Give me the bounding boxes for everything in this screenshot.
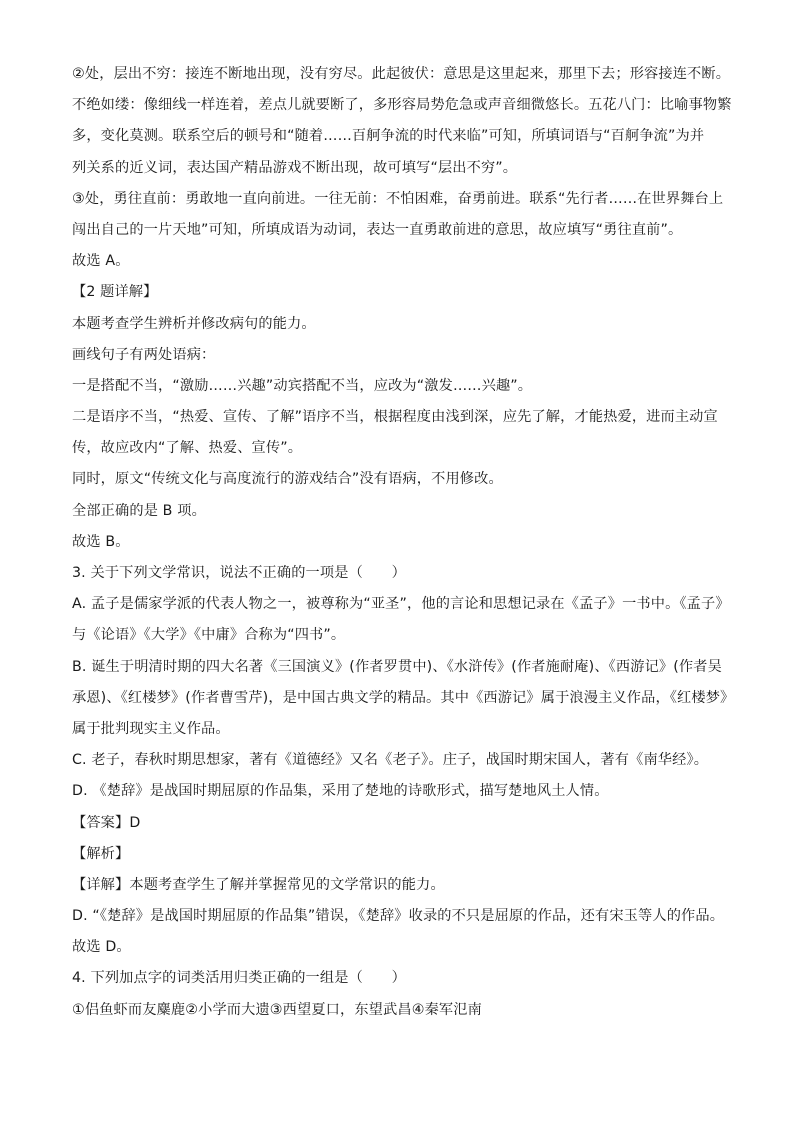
answer-choice-line: 故选 A。 (72, 253, 130, 270)
document-body (72, 64, 735, 1031)
option-c: C. 老子，春秋时期思想家，著有《道德经》又名《老子》。庄子，战国时期宋国人，著有《南华经》。 (72, 752, 709, 769)
question-4-items: ①侣鱼虾而友麋鹿②小学而大遗③西望夏口，东望武昌④秦军氾南 (72, 1001, 482, 1018)
detail-line-1: 【详解】本题考查学生了解并掌握常见的文学常识的能力。 (72, 876, 445, 893)
text-line-5: ③处，勇往直前：勇敢地一直向前进。一往无前：不怕困难，奋勇前进。联系“先行者……在世界舞台上 (72, 190, 724, 207)
text-line-13: 传，故应改内“了解、热爱、宣传”。 (72, 440, 303, 457)
option-d: D. 《楚辞》是战国时期屈原的作品集，采用了楚地的诗歌形式，描写楚地风土人情。 (72, 783, 609, 800)
text-line-3: 多，变化莫测。联系空后的顿号和“随着……百舸争流的时代来临”可知，所填词语与“百舸争流”为并 (72, 128, 705, 145)
option-b-line-3: 属于批判现实主义作品。 (72, 720, 230, 737)
text-line-4: 列关系的近义词，表达国产精品游戏不断出现，故可填写“层出不穷”。 (72, 159, 518, 176)
option-a-line-1: A. 孟子是儒家学派的代表人物之一，被尊称为“亚圣”，他的言论和思想记录在《孟子》一书中。《孟子》 (72, 596, 730, 613)
detail-line-2: D. “《楚辞》是战国时期屈原的作品集”错误，《楚辞》收录的不只是屈原的作品，还有宋玉等人的作品。 (72, 908, 725, 925)
option-b-line-2: 承恩)、《红楼梦》(作者曹雪芹)，是中国古典文学的精品。其中《西游记》属于浪漫主义作品，《红楼梦》 (72, 689, 735, 706)
text-line-14: 同时，原文“传统文化与高度流行的游戏结合”没有语病，不用修改。 (72, 471, 503, 488)
question-3-stem: 3. 关于下列文学常识，说法不正确的一项是（ ） (72, 565, 406, 581)
text-line-9: 本题考查学生辨析并修改病句的能力。 (72, 315, 316, 332)
text-line-2: 不绝如缕：像细线一样连着，差点儿就要断了，多形容局势危急或声音细微悠长。五花八门：比喻事物繁 (72, 97, 732, 114)
answer-choice-line: 故选 D。 (72, 939, 131, 956)
text-line-10: 画线句子有两处语病： (72, 346, 216, 363)
option-b-line-1: B. 诞生于明清时期的四大名著《三国演义》(作者罗贯中)、《水浒传》(作者施耐庵)、《西游记》(作者吴 (72, 658, 722, 675)
answer-heading: 【答案】D (72, 814, 141, 831)
text-line-1: ②处，层出不穷：接连不断地出现，没有穷尽。此起彼伏：意思是这里起来，那里下去；形容接连不断。 (72, 66, 731, 82)
text-line-6: 闯出自己的一片天地”可知，所填成语为动词，表达一直勇敢前进的意思，故应填写“勇往直前”。 (72, 221, 683, 238)
analysis-heading: 【解析】 (72, 845, 130, 862)
text-line-15: 全部正确的是 B 项。 (72, 502, 206, 519)
text-line-11: 一是搭配不当，“激励……兴趣”动宾搭配不当，应改为“激发……兴趣”。 (72, 377, 533, 394)
section-heading-q2-detail: 【2 题详解】 (72, 284, 158, 301)
answer-choice-line: 故选 B。 (72, 533, 130, 550)
question-4-stem: 4. 下列加点字的词类活用归类正确的一组是（ ） (72, 970, 406, 987)
text-line-12: 二是语序不当，“热爱、宣传、了解”语序不当，根据程度由浅到深，应先了解，才能热爱，进而主动宣 (72, 409, 718, 426)
option-a-line-2: 与《论语》《大学》《中庸》合称为“四书”。 (72, 627, 346, 644)
